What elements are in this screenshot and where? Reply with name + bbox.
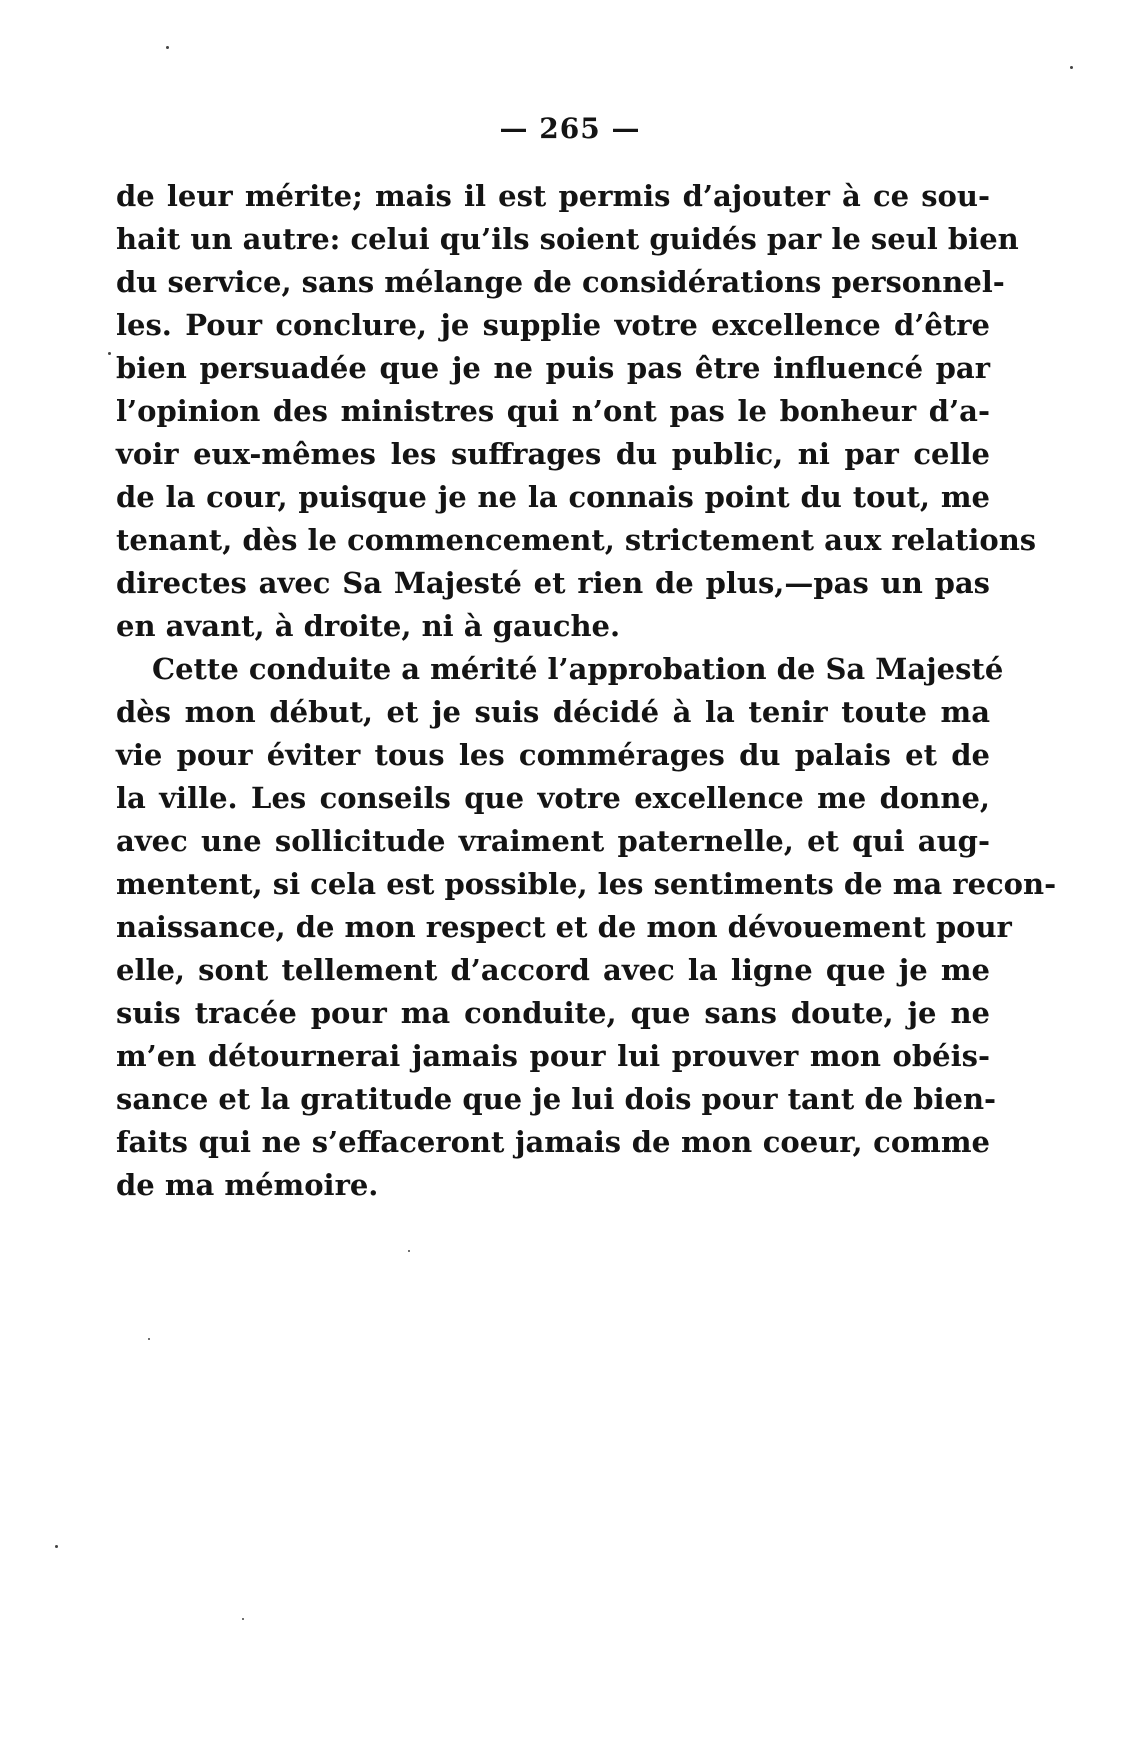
text-line: tenant, dès le commencement, strictement aux relations — [116, 523, 1037, 557]
text-line: les. Pour conclure, je supplie votre excellence d’être — [116, 308, 990, 342]
text-line: avec une sollicitude vraiment paternelle, et qui aug- — [116, 824, 990, 858]
text-line: voir eux-mêmes les suffrages du public, ni par celle — [116, 437, 990, 471]
scan-speck — [408, 1250, 410, 1252]
text-line: mentent, si cela est possible, les sentiments de ma recon- — [116, 867, 1057, 901]
scan-speck — [148, 1338, 150, 1340]
page-number: — 265 — — [499, 112, 641, 145]
paragraph-1 — [116, 175, 1037, 648]
scan-speck — [242, 1618, 244, 1620]
scan-speck — [55, 1545, 58, 1548]
text-line: elle, sont tellement d’accord avec la ligne que je me — [116, 953, 990, 987]
scan-speck — [166, 46, 169, 49]
text-line: de leur mérite; mais il est permis d’ajouter à ce sou- — [116, 179, 990, 213]
text-line: sance et la gratitude que je lui dois pour tant de bien- — [116, 1082, 997, 1116]
text-line: dès mon début, et je suis décidé à la tenir toute ma — [116, 695, 990, 729]
text-line: de la cour, puisque je ne la connais point du tout, me — [116, 480, 990, 514]
text-line: l’opinion des ministres qui n’ont pas le bonheur d’a- — [116, 394, 990, 428]
text-line: vie pour éviter tous les commérages du palais et de — [116, 738, 990, 772]
scan-speck — [108, 352, 111, 355]
text-line: m’en détournerai jamais pour lui prouver mon obéis- — [116, 1039, 990, 1073]
paragraph-2 — [116, 648, 1057, 1207]
text-line: bien persuadée que je ne puis pas être influencé par — [116, 351, 990, 385]
text-line: en avant, à droite, ni à gauche. — [116, 609, 621, 643]
text-line: naissance, de mon respect et de mon dévouement pour — [116, 910, 1012, 944]
text-line: suis tracée pour ma conduite, que sans doute, je ne — [116, 996, 990, 1030]
body-text — [116, 175, 1057, 1207]
text-line: directes avec Sa Majesté et rien de plus,—pas un pas — [116, 566, 990, 600]
text-line: Cette conduite a mérité l’approbation de Sa Majesté — [152, 652, 1004, 686]
text-line: du service, sans mélange de considérations personnel- — [116, 265, 1005, 299]
text-line: la ville. Les conseils que votre excellence me donne, — [116, 781, 990, 815]
text-line: hait un autre: celui qu’ils soient guidés par le seul bien — [116, 222, 1019, 256]
scan-speck — [1070, 66, 1073, 69]
text-line: faits qui ne s’effaceront jamais de mon coeur, comme — [116, 1125, 990, 1159]
text-line: de ma mémoire. — [116, 1168, 379, 1202]
